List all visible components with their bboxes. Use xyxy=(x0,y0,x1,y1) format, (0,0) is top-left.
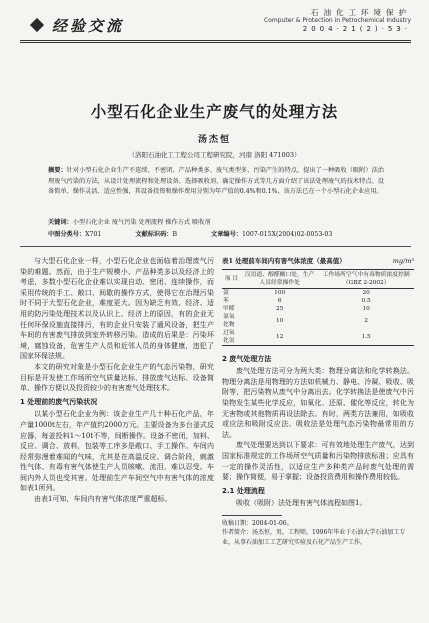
table-header-limit: 工作场所空气中有毒物质浓度控制（GBZ 2-2002） xyxy=(318,269,414,288)
section-1-paragraph-2: 由表1可知，车间内有害气体浓度严重超标。 xyxy=(34,495,172,504)
article-author: 汤杰恒 xyxy=(197,135,231,145)
section-1-paragraph: 以某小型石化企业为例：该企业生产几十种石化产品，年产量1000t左右，年产值约2000万元。主要设备为多台釜式反应器，每釜投料1～10t不等，间断操作。设备不密闭，加料、反应、调合、放料，包装等工序多是敞口、手工操作。车间内经常弥漫着难闻的气味，尤其是在高温反应、调合阶段，刺激性气体、有毒有害气体使生产人员咳嗽、流泪，难以忍受。车间内外人员也受其害。处理前生产车间空气中有害气体的浓度如表1所列。 xyxy=(20,410,214,493)
section-2-paragraph-2: 废气处理要达到以下要求：可有效地处理生产废气，达到国家标准规定的工作场所空气质量和污染物排放标准；应具有一定的操作灵活性，以适应生产多种类产品时废气处理的需要；操作简便，易于掌握；设备投资费用和操作费用较低。 xyxy=(222,441,414,482)
table-header-measured: 汉语道、醇醛酸口处，生产人员经常操作处 xyxy=(241,269,318,288)
table-1 xyxy=(222,269,414,346)
doc-code-field: 文献标识码：B xyxy=(135,231,178,238)
section-title: 经验交流 xyxy=(52,16,125,35)
abstract-text: 针对小型石化企业生产不连续、不密闭、产品种类多、废气类型多、污染产生的特点，提出了一种吸收（吸附）法治理废气污染的方法，从设计处理流程和处理设备、选择吸收剂、确定操作方式等几方面介绍了该法处理废气的技术特点、设备简单、操作灵活、适应性强，其设备投资和操作费用分别为年产值的0.4%和0.1%，该方法已在一个小型石化企业应用。 xyxy=(48,167,385,195)
abstract xyxy=(48,166,384,198)
intro-paragraph: 与大型石化企业一样，小型石化企业也面临着治理废气污染的难题。然而，由于生产规模小、产品种类多以及经济上的考虑，多数小型石化企业难以实现自动、密闭、连续操作，而采用传统的手工、敞口、间歇的操作方式，使得它在治理污染时不同于大型石化企业，难度更大。因为缺乏有效、经济、适用的防污染处理技术以及认识上、经济上的原因，有的企业无任何环保设施直接排污，有的企业只安装了通风设备，把生产车间的有害废气排放到室外转移污染。造成的后果是：污染环境，腐蚀设备，危害生产人员和近邻人员的身体健康，违犯了国家环保法规。 xyxy=(20,257,214,361)
keywords-text: 小型石化企业 废气污染 处理流程 操作方式 吸收剂 xyxy=(72,219,211,226)
classification-line xyxy=(48,230,384,240)
abstract-label: 摘要： xyxy=(48,167,67,174)
journal-name-en: Computer & Protection in Petrochemical Industry xyxy=(264,17,411,24)
article-title: 小型石化企业生产废气的处理方法 xyxy=(90,103,339,121)
journal-name-cn: 石油化工环境保护 xyxy=(311,8,411,17)
footnote-rule xyxy=(222,515,282,516)
journal-header xyxy=(211,8,411,34)
article-number-field: 文章编号：1007-015X(2004)02-0053-03 xyxy=(211,231,333,238)
header-rule xyxy=(20,40,411,41)
table-1-caption-row xyxy=(222,256,414,267)
abstract-separator xyxy=(20,246,411,247)
table-row: 过氧化氢 12 1.5 xyxy=(222,329,414,346)
table-1-caption: 表1 处理前车间内有害气体浓度（最高值） xyxy=(222,257,346,265)
footnote-author: 作者简介：汤杰恒，男，工程师，1996年毕业于石油大学石油加工专业，从事石油加工工艺研究实验及石化产品生产工作。 xyxy=(222,529,406,546)
left-column xyxy=(20,256,214,505)
section-1-heading: 1 处理前的废气污染状况 xyxy=(20,397,98,406)
table-row: 氨 100 20 xyxy=(223,289,370,296)
footnote-received: 收稿日期：2004-01-06。 xyxy=(222,519,293,527)
section-2-paragraph-1: 废气处理方法可分为两大类：物理分离法和化学转换法。物理分离法是用物理的方法如机械力、静电、冷凝、吸收、吸附等，把污染物从废气中分离出去。化学转换法是使废气中污染物发生某些化学反应，如氧化、还原、催化等反应，转化为无害物或其他物质再设法除去。有时，两类方法兼用，如吸收或应法和吸附反应法。吸收法是处理气态污染物最常用的方法。 xyxy=(222,367,414,439)
objective-paragraph: 本文的研究对象是小型石化企业生产的气态污染物，研究目标是开发使工作场所空气质量达标、排放废气达标、设备简单、操作方便以及投资较少的有害废气处理技术。 xyxy=(20,362,214,393)
article-affiliation: （洛阳石油化工工程公司工程研究院，河南 洛阳 471003） xyxy=(128,151,301,159)
header-rule-secondary xyxy=(20,42,411,43)
diamond-bullet-icon xyxy=(30,18,44,32)
table-row: 苯 6 0.5 xyxy=(223,297,371,304)
table-1-unit: mg/m³ xyxy=(392,257,414,265)
keywords-label: 关键词： xyxy=(48,219,73,226)
table-row: 甲醛 25 10 xyxy=(223,305,370,312)
section-2-1-heading: 2.1 处理流程 xyxy=(222,486,265,495)
section-header xyxy=(32,10,182,40)
table-row: 氮氧化物 10 2 xyxy=(223,313,368,328)
section-2-heading: 2 废气处理方法 xyxy=(222,354,272,363)
right-column xyxy=(222,256,414,547)
section-2-1-paragraph: 吸收（吸附）法处理有害气体流程如图1。 xyxy=(236,499,367,508)
keywords xyxy=(48,218,384,228)
clc-field: 中图分类号：X701 xyxy=(48,231,102,238)
journal-issue: 2004·21(2)·53· xyxy=(302,25,411,33)
table-header-item: 项 目 xyxy=(222,269,241,288)
